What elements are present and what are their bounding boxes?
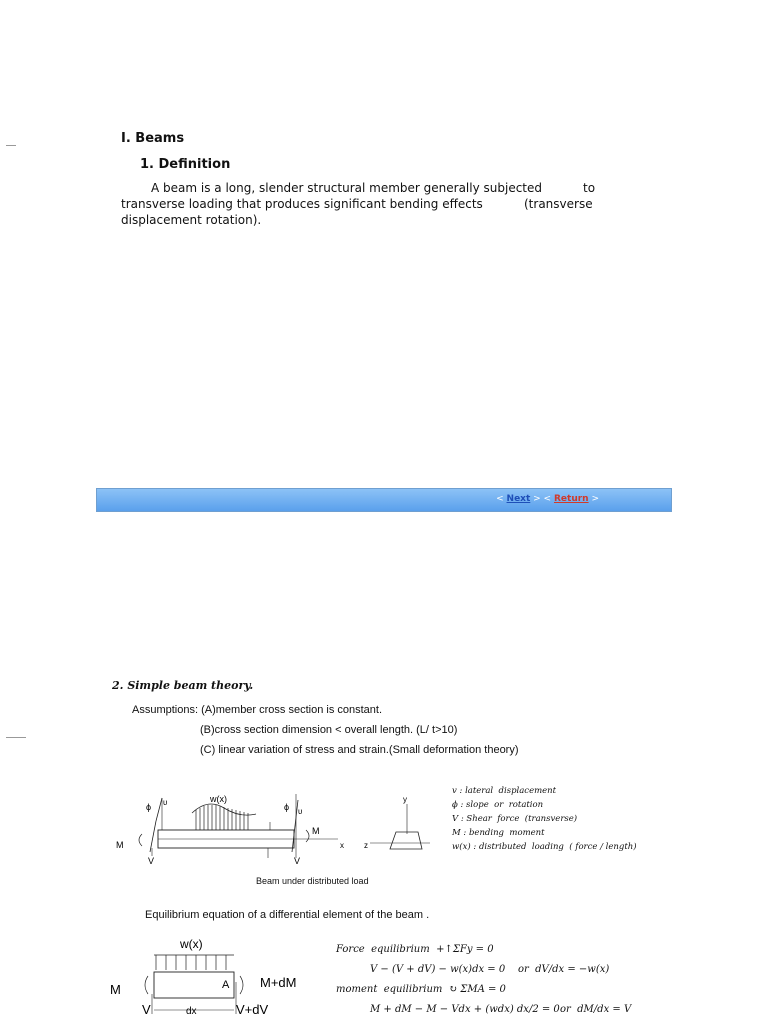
return-link[interactable]: Return: [553, 494, 589, 504]
element-v-label: V: [142, 1002, 151, 1017]
subsection-heading: 1. Definition: [140, 157, 231, 172]
cross-section-shape: [390, 832, 422, 849]
m-right-label: M: [312, 826, 320, 836]
legend-line: M : bending moment: [452, 828, 545, 838]
para-line: displacement rotation).: [121, 213, 262, 227]
element-mdm-label: M+dM: [260, 975, 297, 990]
margin-mark: [6, 145, 16, 146]
section-heading-2: 2. Simple beam theory.: [112, 679, 254, 692]
element-wx-label: w(x): [180, 937, 203, 951]
equation-moment-expanded: M + dM − M − Vdx + (wdx) dx/2 = 0: [370, 1004, 560, 1015]
para-line: transverse loading that produces significant bending effects: [121, 197, 483, 211]
nav-bracket: <: [496, 494, 504, 504]
para-line: (transverse: [524, 197, 593, 211]
wx-label: w(x): [210, 794, 227, 804]
legend-line: v : lateral displacement: [452, 786, 557, 796]
element-m-label: M: [110, 982, 121, 997]
element-load-arrows: [156, 955, 226, 970]
z-axis-label: z: [364, 841, 368, 850]
v-left-label: υ: [163, 798, 168, 807]
element-dx-label: dx: [186, 1006, 197, 1017]
beam-diagram: [100, 786, 440, 868]
para-line: to: [583, 181, 596, 195]
figure-caption: Beam under distributed load: [256, 876, 369, 886]
next-link[interactable]: Next: [506, 494, 531, 504]
point-a-label: A: [222, 979, 230, 991]
x-axis-label: x: [340, 841, 344, 850]
equation-moment: moment equilibrium ↻ ΣMA = 0: [336, 984, 506, 995]
legend-line: V : Shear force (transverse): [452, 814, 578, 824]
nav-bracket: >: [591, 494, 599, 504]
equation-shear-alt: or dV/dx = −w(x): [518, 964, 610, 975]
y-axis-label: y: [403, 795, 407, 804]
m-left-label: M: [116, 840, 124, 850]
assumption-c: (C) linear variation of stress and strain.(Small deformation theory): [200, 744, 519, 756]
element-diagram: [108, 934, 308, 1024]
navigation-bar: [96, 488, 672, 512]
nav-bracket: > <: [533, 494, 552, 504]
legend-line: w(x) : distributed loading ( force / length): [452, 842, 637, 852]
section-heading: I. Beams: [121, 131, 185, 146]
v-right-label: υ: [298, 807, 303, 816]
v-shear-left-label: V: [148, 856, 155, 866]
v-shear-right-label: V: [294, 856, 301, 866]
margin-mark: [6, 737, 26, 738]
load-arrows: [196, 805, 248, 830]
element-vdv-label: V+dV: [236, 1002, 269, 1017]
legend-line: ϕ : slope or rotation: [452, 800, 544, 810]
nav-links: [496, 494, 599, 504]
equation-force: Force equilibrium +↑ΣFy = 0: [336, 944, 494, 955]
equation-shear: V − (V + dV) − w(x)dx = 0: [370, 964, 506, 975]
phi-right-label: ϕ: [284, 802, 290, 812]
para-line: A beam is a long, slender structural member generally subjected: [151, 181, 543, 195]
equation-moment-alt: or dM/dx = V: [560, 1004, 632, 1015]
phi-left-label: ϕ: [146, 802, 152, 812]
assumption-b: (B)cross section dimension < overall length. (L/ t>10): [200, 724, 458, 736]
assumption-a: Assumptions: (A)member cross section is constant.: [132, 704, 383, 716]
equilibrium-intro: Equilibrium equation of a differential element of the beam .: [145, 909, 430, 921]
